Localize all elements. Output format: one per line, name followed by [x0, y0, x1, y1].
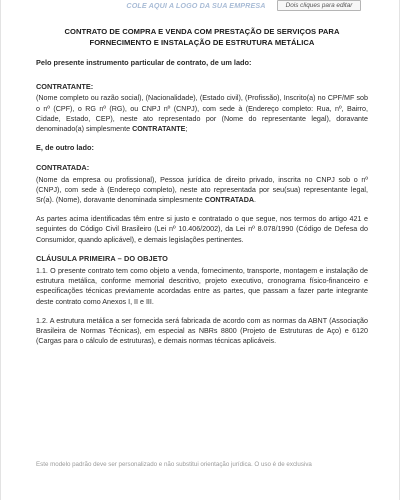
contratante-paragraph [36, 93, 368, 134]
other-side-text: E, de outro lado: [36, 143, 94, 153]
clause-1-1: 1.1. O presente contrato tem como objeto a venda, fornecimento, transporte, montagem e instalação de estrutura metálica, conforme memorial descritivo, projeto executivo, cronograma físico-financeiro e especificações técnicas previamente acordadas entre as partes, que passam a fazer parte integrante deste contrato como Anexos I, II e III. [36, 267, 368, 306]
contratada-paragraph [36, 175, 368, 206]
logo-placeholder[interactable]: COLE AQUI A LOGO DA SUA EMPRESA [126, 1, 266, 10]
contratante-text: (Nome completo ou razão social), (Nacionalidade), (Estado civil), (Profissão), Inscrito(a) no CPF/MF sob o nº (CPF), o RG nº (RG), ou CNPJ nº (CNPJ), com sede à (Endereço completo: Rua, nº, Bairro, Cidade, Estado, CEP), neste ato representado por (Nome do representante legal), doravante denominado(a) simplesmente [36, 94, 368, 134]
contratante-term: CONTRATANTE [132, 125, 186, 134]
parties-paragraph: As partes acima identificadas têm entre si justo e contratado o que segue, nos termos do artigo 421 e seguintes do Código Civil Brasileiro (Lei nº 10.406/2002), da Lei nº 8.078/1990 (Código de Defesa do Consumidor, quando aplicável), e demais legislações pertinentes. [36, 215, 368, 244]
footer-disclaimer: Este modelo padrão deve ser personalizado e não substitui orientação jurídica. O uso é de exclusiva [36, 461, 312, 468]
title-line-2: FORNECIMENTO E INSTALAÇÃO DE ESTRUTURA METÁLICA [89, 38, 315, 47]
clause-1-2: 1.2. A estrutura metálica a ser fornecida será fabricada de acordo com as normas da ABNT (Associação Brasileira de Normas Técnicas), em especial as NBRs 8800 (Projeto de Estruturas de Aço) e 6120 (Cargas para o cálculo de estruturas), e demais normas técnicas aplicáveis. [36, 316, 368, 346]
contratante-end: ; [185, 125, 188, 134]
contratada-label: CONTRATADA: [36, 163, 90, 173]
contratada-text: (Nome da empresa ou profissional), Pessoa jurídica de direito privado, inscrita no CNPJ sob o nº (CNPJ), com sede à (Endereço completo), neste ato representada por seu(sua) representante legal, Sr(a). (Nome), doravante denominada simplesmente [36, 175, 368, 205]
contratada-end: . [254, 196, 256, 205]
intro-text: Pelo presente instrumento particular de contrato, de um lado: [36, 58, 252, 67]
edit-button[interactable]: Dois cliques para editar [277, 0, 361, 11]
document-title [36, 26, 368, 48]
contratante-label: CONTRATANTE: [36, 82, 94, 92]
title-line-1: CONTRATO DE COMPRA E VENDA COM PRESTAÇÃO DE SERVIÇOS PARA [64, 27, 340, 36]
contratada-term: CONTRATADA [204, 196, 255, 205]
document-body [36, 26, 368, 346]
header-bar [1, 0, 400, 14]
clause-1-heading: CLÁUSULA PRIMEIRA – DO OBJETO [36, 253, 168, 263]
